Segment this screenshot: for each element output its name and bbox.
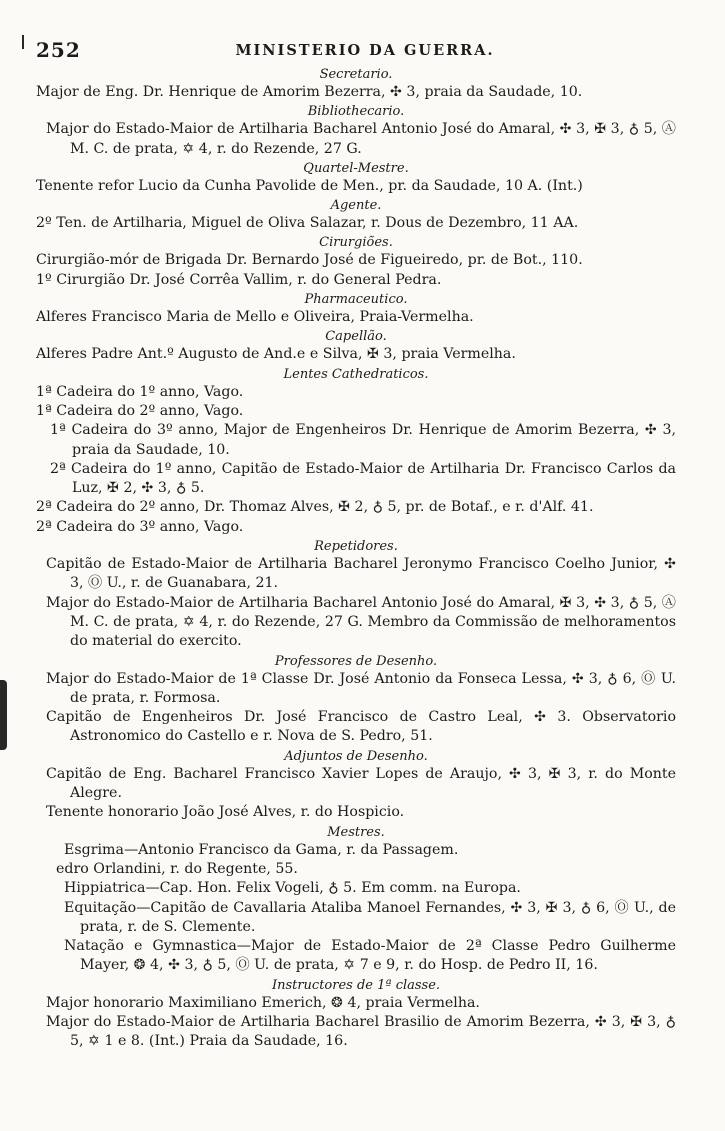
list-entry: Tenente honorario João José Alves, r. do Hospicio. (46, 804, 405, 821)
list-entry: Equitação—Capitão de Cavallaria Ataliba Manoel Fernandes, ✣ 3, ✠ 3, ♁ 6, Ⓞ U., de prata, r. de S. Clemente. (64, 899, 676, 935)
list-entry: Alferes Padre Ant.º Augusto de And.e e Silva, ✠ 3, praia Vermelha. (36, 346, 516, 363)
list-entry: Esgrima—Antonio Francisco da Gama, r. da Passagem. (64, 841, 459, 858)
binding-edge-mark (0, 680, 7, 750)
section-heading: Secretario. (319, 67, 393, 82)
list-entry: Alferes Francisco Maria de Mello e Oliveira, Praia-Vermelha. (36, 309, 474, 326)
list-entry: edro Orlandini, r. do Regente, 55. (56, 860, 298, 877)
list-entry: Major de Eng. Dr. Henrique de Amorim Bezerra, ✣ 3, praia da Saudade, 10. (36, 84, 583, 100)
list-entry: Major do Estado-Maior de 1ª Classe Dr. José Antonio da Fonseca Lessa, ✣ 3, ♁ 6, Ⓞ U. de prata, r. Formosa. (46, 670, 676, 706)
list-entry: 2ª Cadeira do 2º anno, Dr. Thomaz Alves, ✠ 2, ♁ 5, pr. de Botaf., e r. d'Alf. 41. (36, 499, 594, 516)
list-entry: Tenente refor Lucio da Cunha Pavolide de Men., pr. da Saudade, 10 A. (Int.) (36, 177, 583, 194)
list-entry: 1ª Cadeira do 1º anno, Vago. (36, 383, 244, 400)
list-entry: 2ª Cadeira do 1º anno, Capitão de Estado-Maior de Artilharia Dr. Francisco Carlos da Luz, ✠ 2, ✣ 3, ♁ 5. (50, 460, 676, 497)
list-entry: Major do Estado-Maior de Artilharia Bacharel Antonio José do Amaral, ✣ 3, ✠ 3, ♁ 5, Ⓐ M. C. de prata, ✡ 4, r. do Rezende, 27 G. (46, 121, 676, 157)
running-head: MINISTERIO DA GUERRA. (235, 42, 495, 59)
section-heading: Repetidores. (314, 539, 398, 555)
list-entry: Major honorario Maximiliano Emerich, ❂ 4, praia Vermelha. (46, 994, 480, 1011)
list-entry: Hippiatrica—Cap. Hon. Felix Vogeli, ♁ 5. Em comm. na Europa. (64, 880, 521, 897)
section-heading: Bibliothecario. (307, 104, 405, 120)
page-number: 252 (36, 38, 81, 62)
list-entry: 2º Ten. de Artilharia, Miguel de Oliva Salazar, r. Dous de Dezembro, 11 AA. (36, 215, 579, 232)
list-entry: Capitão de Eng. Bacharel Francisco Xavier Lopes de Araujo, ✣ 3, ✠ 3, r. do Monte Alegre. (46, 765, 676, 802)
section-heading: Cirurgiões. (319, 235, 393, 251)
section-heading: Instructores de 1ª classe. (271, 977, 441, 993)
margin-bracket (22, 35, 24, 49)
page-header (30, 36, 700, 64)
list-entry: Major do Estado-Maior de Artilharia Bacharel Brasilio de Amorim Bezerra, ✣ 3, ✠ 3, ♁ 5, ✡ 1 e 8. (Int.) Praia da Saudade, 16. (46, 1013, 676, 1050)
list-entry: 1ª Cadeira do 3º anno, Major de Engenheiros Dr. Henrique de Amorim Bezerra, ✣ 3, praia da Saudade, 10. (50, 422, 676, 458)
section-heading: Capellão. (325, 329, 387, 345)
list-entry: 1ª Cadeira do 2º anno, Vago. (36, 402, 244, 419)
list-entry: Capitão de Estado-Maior de Artilharia Bacharel Jeronymo Francisco Coelho Junior, ✣ 3, Ⓞ U., r. de Guanabara, 21. (46, 556, 676, 592)
section-heading: Agente. (330, 198, 382, 214)
list-entry: Capitão de Engenheiros Dr. José Francisco de Castro Leal, ✣ 3. Observatorio Astronomico do Castello e r. Nova de S. Pedro, 51. (46, 709, 676, 745)
section-heading: Quartel-Mestre. (303, 160, 409, 176)
document-body (36, 65, 676, 1052)
list-entry: Cirurgião-mór de Brigada Dr. Bernardo José de Figueiredo, pr. de Bot., 110. (36, 252, 583, 269)
list-entry: Major do Estado-Maior de Artilharia Bacharel Antonio José do Amaral, ✠ 3, ✣ 3, ♁ 5, Ⓐ M. C. de prata, ✡ 4, r. do Rezende, 27 G. Membro da Commissão de melhoramentos do material do exercito. (46, 594, 676, 650)
list-entry: 2ª Cadeira do 3º anno, Vago. (36, 518, 244, 535)
section-heading: Mestres. (327, 824, 385, 840)
section-heading: Professores de Desenho. (274, 653, 438, 669)
section-heading: Lentes Cathedraticos. (283, 366, 429, 382)
list-entry: 1º Cirurgião Dr. José Corrêa Vallim, r. do General Pedra. (36, 271, 442, 288)
list-entry: Natação e Gymnastica—Major de Estado-Maior de 2ª Classe Pedro Guilherme Mayer, ❂ 4, ✣ 3, ♁ 5, Ⓞ U. de prata, ✡ 7 e 9, r. do Hosp. de Pedro II, 16. (64, 938, 676, 974)
section-heading: Pharmaceutico. (304, 292, 408, 308)
section-heading: Adjuntos de Desenho. (284, 748, 428, 764)
